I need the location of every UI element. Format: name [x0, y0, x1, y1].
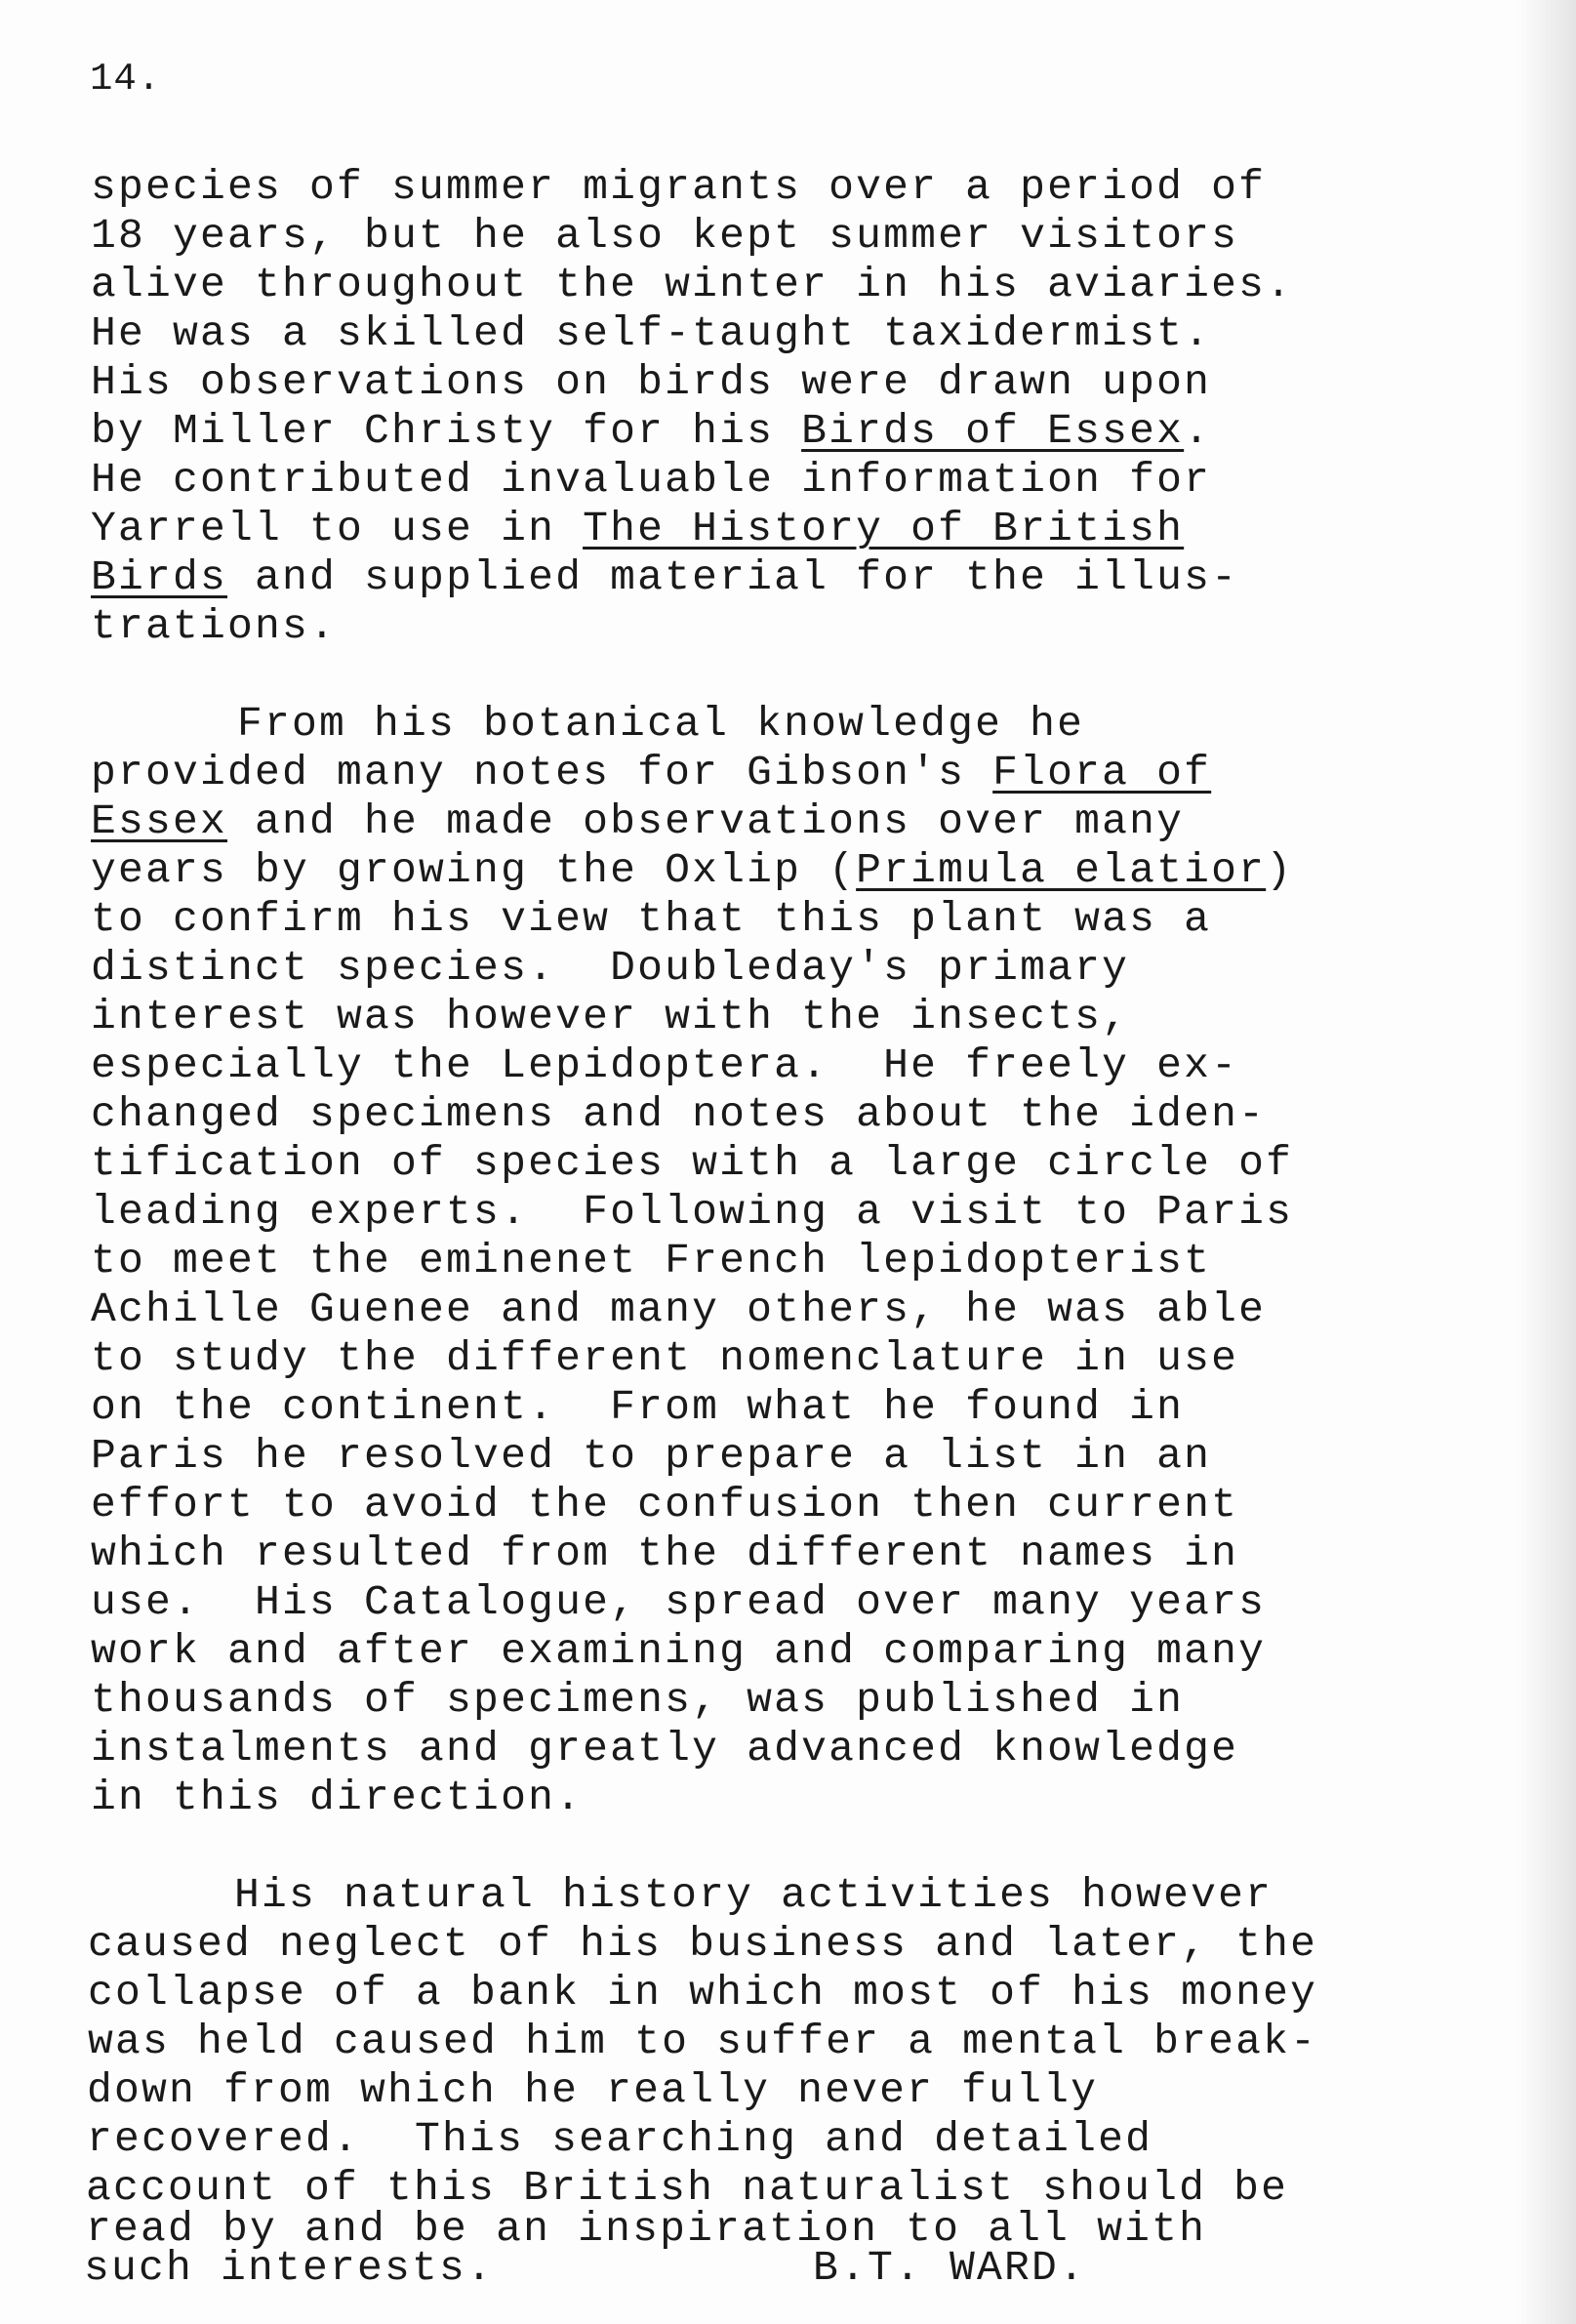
book-title-flora-of-essex: Flora of [992, 749, 1212, 796]
text-line: thousands of specimens, was published in [91, 1676, 1185, 1724]
text-line: He was a skilled self-taught taxidermist. [91, 309, 1212, 357]
text-line: His natural history activities however [234, 1871, 1273, 1919]
text-line [91, 749, 1212, 796]
text-line: 18 years, but he also kept summer visitors [91, 212, 1239, 260]
text-line: work and after examining and comparing many [91, 1627, 1267, 1675]
text-line: use. His Catalogue, spread over many years [91, 1578, 1267, 1626]
page-edge-shadow [1517, 0, 1576, 2324]
text-segment: and he made observations over many [227, 797, 1185, 845]
text-line [91, 407, 1212, 455]
text-line: collapse of a bank in which most of his money [88, 1969, 1318, 2017]
book-title-history-of-british-birds-cont: Birds [91, 553, 228, 601]
text-segment: . [1184, 407, 1212, 455]
text-line [91, 505, 1185, 552]
text-line: recovered. This searching and detailed [87, 2115, 1153, 2163]
text-line: on the continent. From what he found in [91, 1383, 1185, 1431]
text-segment: ) [1266, 846, 1294, 894]
book-title-birds-of-essex: Birds of Essex [801, 407, 1185, 455]
page-number: 14. [90, 58, 162, 101]
text-line: From his botanical knowledge he [237, 700, 1085, 748]
text-line: in this direction. [91, 1774, 584, 1821]
text-line: effort to avoid the confusion then current [91, 1481, 1239, 1529]
text-line: leading experts. Following a visit to Paris [91, 1188, 1294, 1236]
text-line: His observations on birds were drawn upon [91, 358, 1212, 406]
book-title-flora-of-essex-cont: Essex [91, 797, 228, 845]
text-line: which resulted from the different names in [91, 1529, 1239, 1577]
text-line: Paris he resolved to prepare a list in an [91, 1432, 1212, 1480]
text-line: such interests. [84, 2244, 495, 2292]
book-title-history-of-british-birds: The History of British [583, 505, 1185, 552]
text-line: especially the Lepidoptera. He freely ex- [91, 1041, 1239, 1089]
author-signature: B.T. WARD. [813, 2244, 1087, 2292]
text-segment: by Miller Christy for his [91, 407, 802, 455]
text-line: to meet the eminenet French lepidopterist [91, 1237, 1212, 1284]
text-line: read by and be an inspiration to all with [86, 2205, 1207, 2253]
text-line: interest was however with the insects, [91, 993, 1130, 1040]
species-name-primula-elatior: Primula elatior [856, 846, 1267, 894]
text-line: trations. [91, 602, 338, 650]
text-line: caused neglect of his business and later, the [88, 1920, 1318, 1968]
text-line: distinct species. Doubleday's primary [91, 944, 1130, 992]
text-line: tification of species with a large circle of [91, 1139, 1294, 1187]
text-line: down from which he really never fully [87, 2066, 1099, 2114]
text-line: was held caused him to suffer a mental break- [88, 2018, 1318, 2065]
text-line: instalments and greatly advanced knowledge [91, 1725, 1239, 1773]
text-line: Achille Guenee and many others, he was able [91, 1285, 1267, 1333]
text-line: account of this British naturalist should be [86, 2164, 1289, 2212]
text-line: species of summer migrants over a period of [91, 163, 1267, 211]
text-segment: and supplied material for the illus- [227, 553, 1239, 601]
text-line [91, 797, 1185, 845]
text-line: to study the different nomenclature in use [91, 1334, 1239, 1382]
text-line [91, 553, 1239, 601]
text-segment: provided many notes for Gibson's [91, 749, 993, 796]
text-segment: years by growing the Oxlip ( [91, 846, 857, 894]
text-line: He contributed invaluable information for [91, 456, 1212, 504]
text-line: alive throughout the winter in his aviaries. [91, 261, 1294, 308]
text-segment: Yarrell to use in [91, 505, 584, 552]
text-line: changed specimens and notes about the iden- [91, 1090, 1267, 1138]
text-line: to confirm his view that this plant was a [91, 895, 1212, 943]
text-line [91, 846, 1294, 894]
